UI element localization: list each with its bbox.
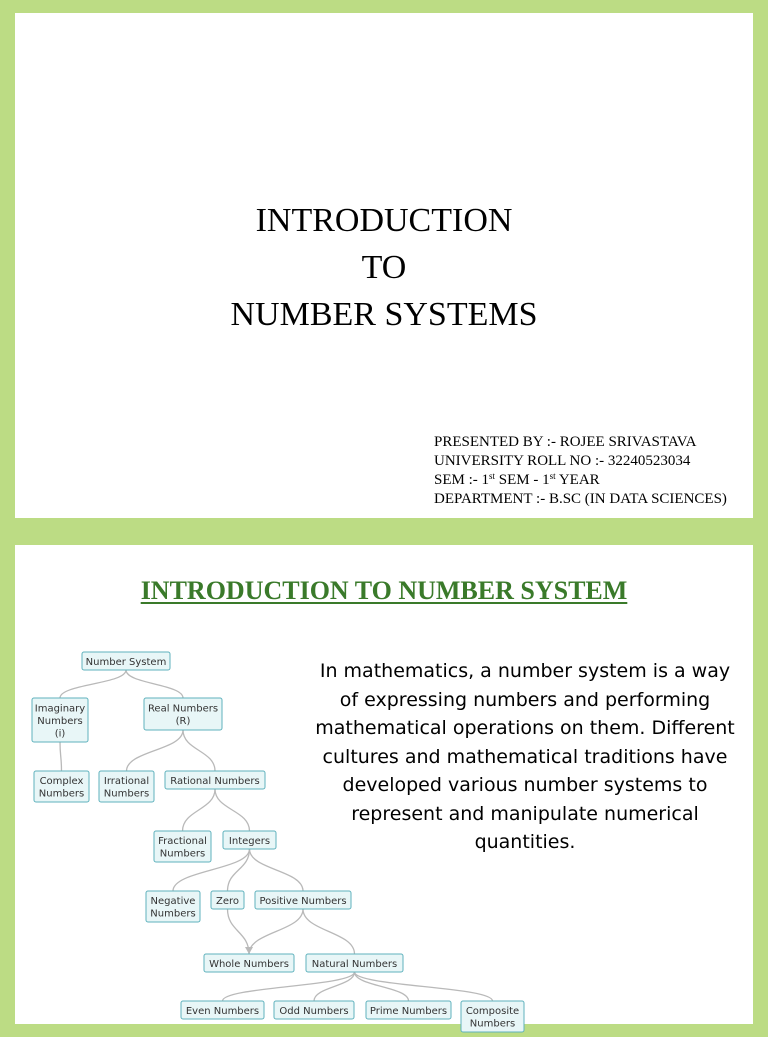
tree-connector bbox=[355, 972, 493, 1001]
tree-node-number-system bbox=[82, 652, 170, 670]
main-title bbox=[15, 197, 753, 338]
tree-node-label: Prime Numbers bbox=[369, 1005, 448, 1017]
tree-node-integers bbox=[223, 831, 276, 849]
tree-node-label: Numbers bbox=[159, 848, 206, 860]
year-superscript: st bbox=[549, 471, 556, 481]
presenter-info bbox=[434, 433, 727, 509]
tree-node-label: Numbers bbox=[103, 788, 150, 800]
tree-node-whole-numbers bbox=[204, 954, 294, 972]
tree-node-positive-numbers bbox=[255, 891, 351, 909]
tree-node-label: (i) bbox=[54, 728, 66, 740]
tree-node-label: Negative bbox=[150, 896, 196, 907]
tree-node-label: Composite bbox=[465, 1006, 520, 1017]
presented-by: PRESENTED BY :- ROJEE SRIVASTAVA bbox=[434, 434, 697, 450]
department: DEPARTMENT :- B.SC (IN DATA SCIENCES) bbox=[434, 491, 727, 507]
tree-node-odd-numbers bbox=[274, 1001, 354, 1019]
tree-connector bbox=[126, 670, 183, 698]
tree-node-composite-numbers bbox=[461, 1001, 524, 1032]
tree-node-label: Numbers bbox=[37, 715, 83, 727]
tree-node-natural-numbers bbox=[306, 954, 403, 972]
tree-connector bbox=[60, 670, 126, 698]
tree-node-label: Rational Numbers bbox=[170, 775, 260, 787]
tree-node-label: Imaginary bbox=[34, 703, 86, 715]
sem-prefix: SEM :- 1 bbox=[434, 472, 490, 488]
slide-heading: INTRODUCTION TO NUMBER SYSTEM bbox=[140, 576, 628, 605]
tree-connector bbox=[183, 730, 215, 771]
tree-node-label: Numbers bbox=[38, 788, 85, 800]
tree-node-label: (R) bbox=[175, 716, 191, 727]
tree-connector bbox=[60, 742, 62, 771]
tree-node-label: Irrational bbox=[103, 776, 150, 787]
sem-suffix: YEAR bbox=[555, 472, 600, 488]
tree-node-zero bbox=[211, 891, 244, 909]
main-title-line: TO bbox=[361, 249, 407, 286]
title-slide bbox=[15, 13, 753, 518]
tree-node-label: Integers bbox=[228, 835, 271, 847]
tree-node-rational-numbers bbox=[165, 771, 265, 789]
intro-paragraph: In mathematics, a number system is a way of expressing numbers and performing mathematical operations on them. Different cultures and mathematical traditions have developed various number systems to represent and manipulate numerical quantities. bbox=[315, 660, 735, 853]
tree-node-fractional-numbers bbox=[154, 831, 211, 862]
tree-node-negative-numbers bbox=[146, 891, 200, 922]
tree-node-label: Numbers bbox=[150, 908, 196, 920]
tree-node-label: Positive Numbers bbox=[259, 895, 347, 907]
intro-slide bbox=[15, 545, 753, 1030]
tree-node-real-numbers bbox=[144, 698, 222, 730]
semester bbox=[434, 471, 727, 490]
tree-node-label: Odd Numbers bbox=[279, 1005, 349, 1017]
tree-node-label: Number System bbox=[85, 656, 167, 668]
sem-superscript: st bbox=[489, 471, 496, 481]
tree-node-label: Zero bbox=[215, 895, 240, 907]
tree-connector bbox=[250, 849, 304, 891]
tree-node-irrational-numbers bbox=[99, 771, 154, 802]
tree-connector bbox=[355, 972, 409, 1001]
tree-node-complex-numbers bbox=[34, 771, 89, 802]
roll-number: UNIVERSITY ROLL NO :- 32240523034 bbox=[434, 453, 691, 469]
main-title-line: INTRODUCTION bbox=[255, 202, 513, 239]
tree-node-even-numbers bbox=[181, 1001, 264, 1019]
tree-connector bbox=[183, 789, 216, 831]
tree-node-label: Numbers bbox=[469, 1018, 516, 1030]
tree-node-label: Fractional bbox=[158, 836, 207, 847]
tree-node-prime-numbers bbox=[366, 1001, 451, 1019]
tree-node-imaginary-numbers bbox=[32, 698, 88, 742]
main-title-line: NUMBER SYSTEMS bbox=[230, 296, 538, 333]
tree-node-label: Even Numbers bbox=[185, 1005, 260, 1017]
tree-connector bbox=[303, 909, 355, 954]
tree-node-label: Complex bbox=[39, 776, 84, 787]
tree-connector bbox=[127, 730, 184, 771]
tree-node-label: Whole Numbers bbox=[209, 958, 289, 970]
tree-node-label: Natural Numbers bbox=[311, 958, 398, 970]
sem-middle: SEM - 1 bbox=[495, 472, 550, 488]
tree-node-label: Real Numbers bbox=[147, 703, 219, 715]
tree-connector bbox=[249, 909, 303, 954]
tree-connector bbox=[215, 789, 250, 831]
